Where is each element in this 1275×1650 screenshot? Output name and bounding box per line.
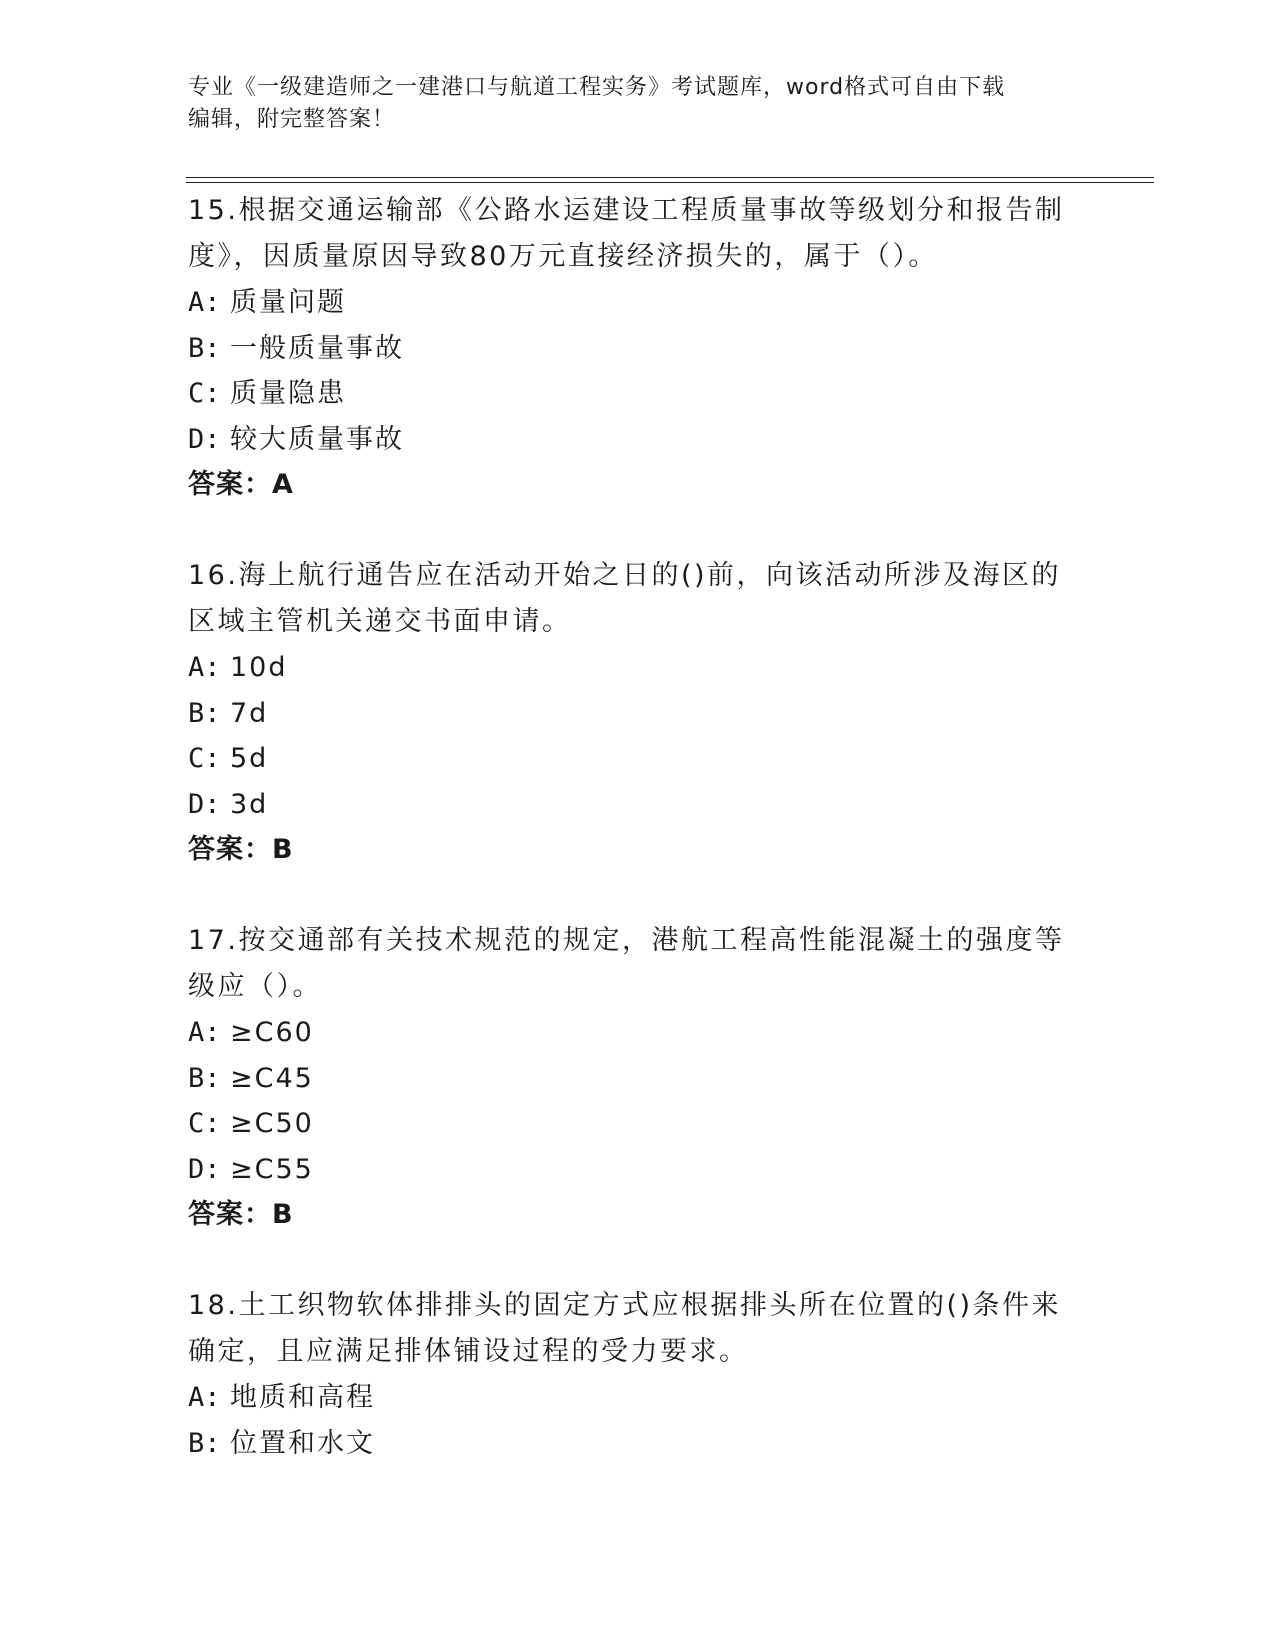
option-letter: B: — [188, 332, 221, 364]
option-a — [188, 1010, 1088, 1056]
option-c — [188, 1101, 1088, 1147]
option-text: 一般质量事故 — [230, 332, 404, 364]
question-text: 17.按交通部有关技术规范的规定，港航工程高性能混凝土的强度等级应（）。 — [188, 925, 1065, 1002]
option-d — [188, 782, 1088, 828]
option-c — [188, 371, 1088, 417]
option-a — [188, 1375, 1088, 1421]
option-letter: C: — [188, 1108, 221, 1139]
option-a — [188, 280, 1088, 326]
option-letter: A: — [188, 1382, 221, 1413]
option-letter: B: — [188, 1062, 221, 1094]
option-letter: A: — [188, 287, 221, 318]
option-text: ≥C45 — [230, 1062, 314, 1094]
option-text: 5d — [230, 743, 269, 774]
header-divider-top — [186, 177, 1154, 178]
option-b — [188, 1056, 1088, 1102]
option-d — [188, 417, 1088, 463]
option-text: 10d — [230, 652, 288, 683]
option-b — [188, 691, 1088, 737]
option-letter: B: — [188, 697, 221, 729]
option-letter: D: — [188, 1153, 221, 1185]
answer-line: 答案：B — [188, 1199, 294, 1230]
option-letter: D: — [188, 423, 221, 455]
option-text: 地质和高程 — [230, 1382, 375, 1413]
option-letter: D: — [188, 788, 221, 820]
question-text: 16.海上航行通告应在活动开始之日的()前，向该活动所涉及海区的区域主管机关递交书面申请。 — [188, 560, 1062, 637]
option-letter: A: — [188, 1017, 221, 1048]
option-text: 较大质量事故 — [230, 423, 404, 455]
document-header — [188, 72, 1068, 136]
option-a — [188, 645, 1088, 691]
option-text: 3d — [230, 788, 269, 820]
option-text: 位置和水文 — [230, 1427, 375, 1459]
header-line-2: 编辑，附完整答案！ — [188, 107, 396, 132]
question-17 — [188, 918, 1088, 1238]
question-16 — [188, 553, 1088, 873]
header-divider-bottom — [186, 182, 1154, 183]
option-letter: C: — [188, 743, 221, 774]
option-b — [188, 326, 1088, 372]
header-line-1: 专业《一级建造师之一建港口与航道工程实务》考试题库，word格式可自由下载 — [188, 75, 1006, 100]
answer-line: 答案：B — [188, 834, 294, 865]
option-d — [188, 1147, 1088, 1193]
option-text: ≥C60 — [230, 1017, 314, 1048]
option-text: 质量隐患 — [230, 378, 346, 409]
question-text: 18.土工织物软体排排头的固定方式应根据排头所在位置的()条件来确定，且应满足排体铺设过程的受力要求。 — [188, 1290, 1062, 1367]
question-text: 15.根据交通运输部《公路水运建设工程质量事故等级划分和报告制度》，因质量原因导致80万元直接经济损失的，属于（）。 — [188, 195, 1065, 272]
option-letter: C: — [188, 378, 221, 409]
question-18 — [188, 1283, 1088, 1466]
question-15 — [188, 188, 1088, 508]
option-text: ≥C55 — [230, 1153, 314, 1185]
option-b — [188, 1421, 1088, 1467]
option-text: ≥C50 — [230, 1108, 314, 1139]
option-text: 7d — [230, 697, 269, 729]
option-letter: B: — [188, 1427, 221, 1459]
answer-line: 答案：A — [188, 469, 294, 500]
option-c — [188, 736, 1088, 782]
option-text: 质量问题 — [230, 287, 346, 318]
option-letter: A: — [188, 652, 221, 683]
